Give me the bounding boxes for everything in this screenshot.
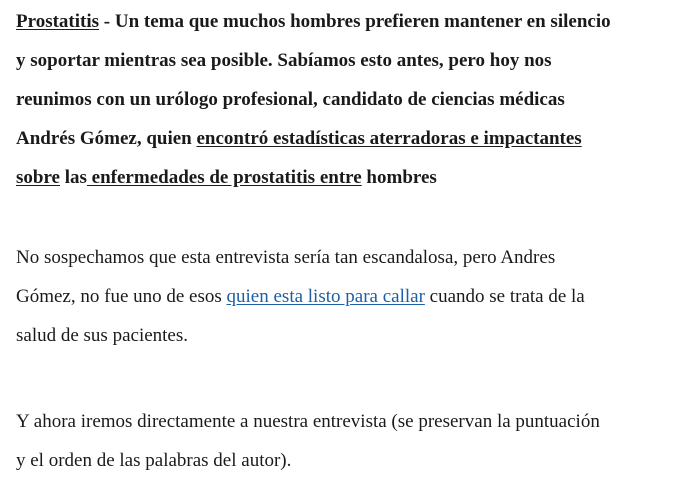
- interview-intro-paragraph: [16, 238, 585, 355]
- lead-line-2: y soportar mientras sea posible. Sabíamos esto antes, pero hoy nos: [16, 50, 552, 71]
- lead-line-4-text: Andrés Gómez, quien: [16, 128, 197, 149]
- interview-transition-paragraph: [16, 402, 600, 480]
- para3-line-2: y el orden de las palabras del autor).: [16, 450, 292, 471]
- article-body: [16, 2, 700, 471]
- lead-line-5-text-1: las: [59, 167, 87, 188]
- para3-line-1: Y ahora iremos directamente a nuestra entrevista (se preservan la puntuación: [16, 411, 600, 432]
- para2-line-2: [16, 277, 585, 316]
- lead-line-5-text-2: hombres: [361, 167, 437, 188]
- para2-line-2-rest: cuando se trata de la: [424, 286, 585, 307]
- lead-line-3: reunimos con un urólogo profesional, candidato de ciencias médicas: [16, 89, 565, 110]
- prostatitis-diseases-underlined-text[interactable]: enfermedades de prostatitis entre: [86, 167, 362, 188]
- lead-line-4: [16, 119, 700, 158]
- para2-line-1: No sospechamos que esta entrevista sería tan escandalosa, pero Andres: [16, 247, 556, 268]
- lead-line-1-text: - Un tema que muchos hombres prefieren mantener en silencio: [99, 11, 611, 32]
- lead-paragraph: [16, 2, 700, 197]
- lead-line-5: [16, 158, 700, 197]
- ready-to-be-silent-link[interactable]: quien esta listo para callar: [226, 286, 425, 307]
- keyword-prostatitis: Prostatitis: [16, 11, 100, 32]
- para2-line-2-text: Gómez, no fue uno de esos: [16, 286, 227, 307]
- sobre-underlined-text[interactable]: sobre: [16, 167, 60, 188]
- statistics-underlined-text[interactable]: encontró estadísticas aterradoras e impactantes: [196, 128, 582, 149]
- para2-line-3: salud de sus pacientes.: [16, 325, 189, 346]
- lead-line-1: [16, 2, 700, 41]
